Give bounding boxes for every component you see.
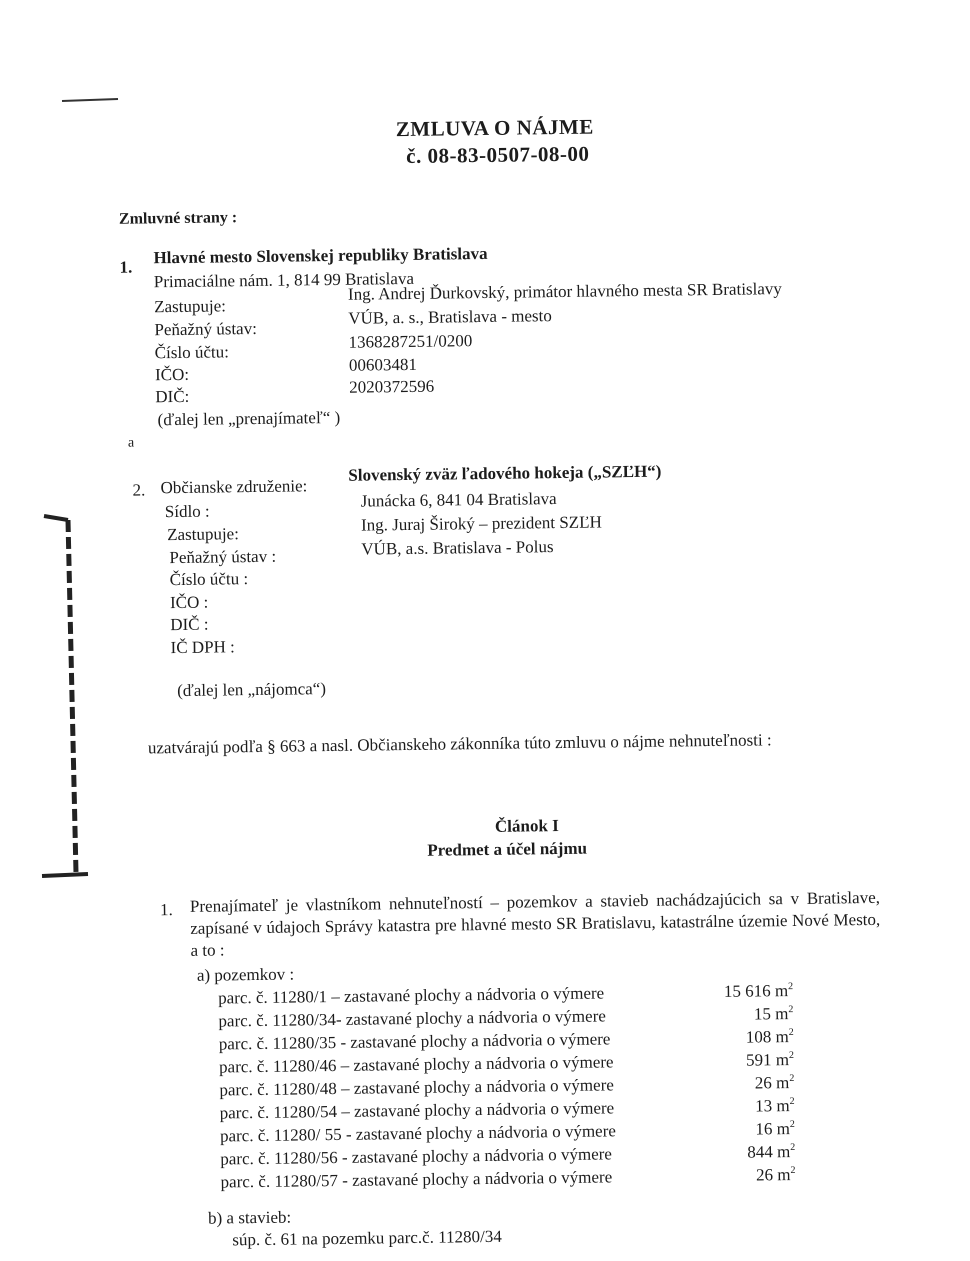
article-subheading: Predmet a účel nájmu [427,838,588,860]
party2-value-bank: VÚB, a.s. Bratislava - Polus [361,537,554,559]
party2-name: Slovenský zväz ľadového hokeja („SZĽH“) [348,461,662,485]
party1-label-account: Číslo účtu: [154,342,230,363]
parcel-area-exp: 2 [790,1141,796,1154]
parcel-area [755,1074,795,1092]
article-item-text: Prenajímateľ je vlastníkom nehnuteľností – pozemkov a stavieb nachádzajúcich sa v Bratislave, zapísané v údajoch Správy katastra pre hlavné mesto SR Bratislavu, katastrálne územie Nové Mesto, a to : [189,887,881,960]
parcel-area [724,982,793,1000]
parcel-area-exp: 2 [790,1164,796,1177]
parcel-area-value: 108 m [745,1027,789,1047]
parcel-area-exp: 2 [788,1049,795,1062]
parcel-desc: parc. č. 11280/46 – zastavané plochy a nádvoria o výmere [218,1052,614,1077]
parcel-area [755,1120,795,1138]
party2-label-vat: IČ DPH : [170,637,235,658]
party1-value-representative: Ing. Andrej Ďurkovský, primátor hlavného mesta SR Bratislavy [347,279,782,304]
land-label: a) pozemkov : [196,964,295,985]
parcel-area [746,1028,794,1046]
party2-label-account: Číslo účtu : [169,569,249,590]
parcel-area [747,1143,795,1161]
parcel-area-exp: 2 [789,1118,795,1131]
parcel-area-value: 16 m [755,1119,791,1139]
party2-type-label: Občianske združenie: [160,476,308,498]
party2-label-bank: Peňažný ústav : [169,546,277,568]
parcel-desc: parc. č. 11280/57 - zastavané plochy a nádvoria o výmere [220,1167,613,1192]
parcel-desc: parc. č. 11280/34- zastavané plochy a nádvoria o výmere [218,1006,606,1031]
party1-name: Hlavné mesto Slovenskej republiky Bratislava [153,243,488,268]
party2-alias: (ďalej len „nájomca“) [177,679,327,701]
party2-label-ico: IČO : [169,592,209,613]
party2-value-representative: Ing. Juraj Široký – prezident SZĽH [360,512,602,535]
document-title: ZMLUVA O NÁJME [395,114,594,142]
party2-number: 2. [132,480,146,500]
building-entry: súp. č. 61 na pozemku parc.č. 11280/34 [232,1226,502,1250]
conjunction: a [127,435,135,451]
intro-clause: uzatvárajú podľa § 663 a nasl. Občianskeho zákonníka túto zmluvu o nájme nehnuteľnosti : [147,730,772,758]
parcel-row [220,1166,795,1196]
parcel-area [754,1005,794,1023]
parcel-area-exp: 2 [788,981,794,993]
party1-value-bank: VÚB, a. s., Bratislava - mesto [348,306,552,328]
parcel-desc: parc. č. 11280/35 - zastavané plochy a nádvoria o výmere [218,1029,611,1054]
party1-value-dic: 2020372596 [349,376,435,397]
article-item-number: 1. [159,900,173,920]
buildings-label: b) a stavieb: [207,1207,292,1228]
parcel-area-value: 844 m [747,1142,791,1162]
party2-label-representative: Zastupuje: [166,524,240,545]
party1-label-dic: DIČ: [155,386,190,407]
parcel-area-exp: 2 [789,1095,795,1108]
document-number: č. 08-83-0507-08-00 [406,141,590,168]
parcel-area-value: 26 m [755,1165,791,1185]
parcel-area-exp: 2 [789,1072,795,1085]
parcel-area-value: 591 m [745,1050,790,1070]
parcel-desc: parc. č. 11280/54 – zastavané plochy a nádvoria o výmere [219,1098,615,1123]
party1-label-representative: Zastupuje: [154,296,227,317]
party2-label-dic: DIČ : [170,614,209,635]
party2-value-seat: Junácka 6, 841 04 Bratislava [360,489,557,511]
party2-label-seat: Sídlo : [164,501,210,522]
article-heading: Článok I [494,816,559,836]
parcel-area [746,1051,794,1069]
parcel-desc: parc. č. 11280/48 – zastavané plochy a nádvoria o výmere [219,1075,614,1100]
parties-label: Zmluvné strany : [118,209,238,228]
parcel-desc: parc. č. 11280/1 – zastavané plochy a nádvoria o výmere [218,983,605,1008]
parcel-area [755,1097,795,1115]
parcel-desc: parc. č. 11280/56 - zastavané plochy a nádvoria o výmere [220,1144,613,1169]
party1-label-bank: Peňažný ústav: [154,318,258,340]
parcel-area-value: 13 m [755,1096,790,1116]
parcel-area-value: 15 616 m [723,981,789,1001]
parcel-area-exp: 2 [788,1026,794,1039]
parcel-area-exp: 2 [788,1003,794,1016]
party1-value-account: 1368287251/0200 [348,331,473,352]
party1-number: 1. [119,257,133,277]
party1-address: Primaciálne nám. 1, 814 99 Bratislava [153,268,415,292]
parcel-desc: parc. č. 11280/ 55 - zastavané plochy a nádvoria o výmere [219,1121,616,1146]
parcel-area-value: 15 m [753,1004,789,1024]
party1-value-ico: 00603481 [348,354,418,375]
parcel-area-value: 26 m [754,1073,790,1093]
party1-alias: (ďalej len „prenajímateľ“ ) [157,407,341,430]
parcel-area [756,1166,796,1184]
party1-label-ico: IČO: [154,364,190,385]
